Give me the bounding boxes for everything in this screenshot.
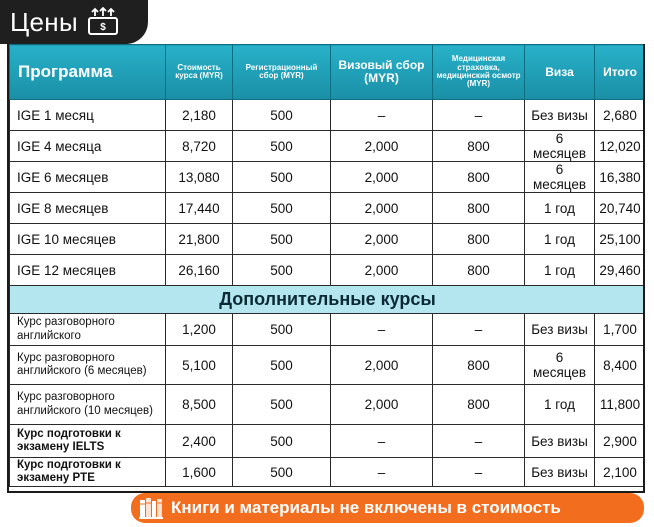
course-name: Курс разговорного английского (10 месяцев) <box>10 385 166 425</box>
visa-fee-cell: 2,000 <box>331 224 433 255</box>
course-name: Курс подготовки к экзамену PTE <box>10 458 166 487</box>
medical-cell: 800 <box>433 162 525 193</box>
medical-cell: 800 <box>433 346 525 385</box>
tuition-cell: 2,400 <box>166 425 233 458</box>
tuition-cell: 2,180 <box>166 100 233 131</box>
header-visa: Виза <box>525 45 595 100</box>
table-row <box>10 224 646 255</box>
visa-cell: 1 год <box>525 255 595 286</box>
table-row <box>10 314 646 346</box>
table-row <box>10 458 646 487</box>
registration-cell: 500 <box>233 255 331 286</box>
visa-cell: 1 год <box>525 385 595 425</box>
program-name: IGE 4 месяца <box>10 131 166 162</box>
program-name: IGE 6 месяцев <box>10 162 166 193</box>
registration-cell: 500 <box>233 162 331 193</box>
page-title: Цены <box>10 6 78 37</box>
program-name: IGE 8 месяцев <box>10 193 166 224</box>
registration-cell: 500 <box>233 224 331 255</box>
tuition-cell: 8,720 <box>166 131 233 162</box>
tuition-cell: 1,600 <box>166 458 233 487</box>
medical-cell: – <box>433 425 525 458</box>
total-cell: 1,700 <box>595 314 646 346</box>
total-cell: 2,900 <box>595 425 646 458</box>
total-cell: 20,740 <box>595 193 646 224</box>
visa-fee-cell: – <box>331 425 433 458</box>
visa-cell: Без визы <box>525 314 595 346</box>
program-name: IGE 12 месяцев <box>10 255 166 286</box>
table-header-row <box>10 45 646 100</box>
table-row <box>10 255 646 286</box>
medical-cell: – <box>433 314 525 346</box>
visa-fee-cell: 2,000 <box>331 385 433 425</box>
table-row <box>10 162 646 193</box>
course-name: Курс разговорного английского <box>10 314 166 346</box>
total-cell: 8,400 <box>595 346 646 385</box>
visa-cell: Без визы <box>525 458 595 487</box>
tuition-cell: 26,160 <box>166 255 233 286</box>
registration-cell: 500 <box>233 425 331 458</box>
registration-cell: 500 <box>233 458 331 487</box>
medical-cell: – <box>433 458 525 487</box>
total-cell: 2,680 <box>595 100 646 131</box>
visa-fee-cell: 2,000 <box>331 131 433 162</box>
visa-cell: 1 год <box>525 224 595 255</box>
footer-text: Книги и материалы не включены в стоимость <box>171 498 561 517</box>
visa-cell: 6 месяцев <box>525 162 595 193</box>
visa-fee-cell: 2,000 <box>331 162 433 193</box>
course-name: Курс разговорного английского (6 месяцев) <box>10 346 166 385</box>
title-tab <box>0 0 148 44</box>
medical-cell: 800 <box>433 131 525 162</box>
books-icon <box>139 497 163 519</box>
header-total: Итого <box>595 45 646 100</box>
svg-text:$: $ <box>100 22 106 33</box>
registration-cell: 500 <box>233 385 331 425</box>
table-row <box>10 385 646 425</box>
money-building-icon <box>86 7 120 37</box>
course-name: Курс подготовки к экзамену IELTS <box>10 425 166 458</box>
visa-cell: Без визы <box>525 425 595 458</box>
total-cell: 29,460 <box>595 255 646 286</box>
medical-cell: – <box>433 100 525 131</box>
visa-fee-cell: 2,000 <box>331 255 433 286</box>
total-cell: 16,380 <box>595 162 646 193</box>
table-row <box>10 346 646 385</box>
tuition-cell: 1,200 <box>166 314 233 346</box>
visa-fee-cell: 2,000 <box>331 193 433 224</box>
table-row <box>10 100 646 131</box>
registration-cell: 500 <box>233 131 331 162</box>
visa-cell: 1 год <box>525 193 595 224</box>
tuition-cell: 17,440 <box>166 193 233 224</box>
header-tuition: Стоимость курса (MYR) <box>166 45 233 100</box>
section-title: Дополнительные курсы <box>10 286 646 314</box>
registration-cell: 500 <box>233 100 331 131</box>
program-name: IGE 1 месяц <box>10 100 166 131</box>
visa-fee-cell: 2,000 <box>331 346 433 385</box>
table-row <box>10 131 646 162</box>
medical-cell: 800 <box>433 255 525 286</box>
registration-cell: 500 <box>233 314 331 346</box>
table-row <box>10 193 646 224</box>
visa-cell: 6 месяцев <box>525 131 595 162</box>
registration-cell: 500 <box>233 193 331 224</box>
visa-fee-cell: – <box>331 314 433 346</box>
registration-cell: 500 <box>233 346 331 385</box>
visa-cell: 6 месяцев <box>525 346 595 385</box>
section-header-row <box>10 286 646 314</box>
tuition-cell: 5,100 <box>166 346 233 385</box>
tuition-cell: 13,080 <box>166 162 233 193</box>
tuition-cell: 8,500 <box>166 385 233 425</box>
visa-fee-cell: – <box>331 100 433 131</box>
price-table <box>7 44 645 493</box>
header-program: Программа <box>10 45 166 100</box>
visa-cell: Без визы <box>525 100 595 131</box>
total-cell: 12,020 <box>595 131 646 162</box>
medical-cell: 800 <box>433 385 525 425</box>
visa-fee-cell: – <box>331 458 433 487</box>
tuition-cell: 21,800 <box>166 224 233 255</box>
total-cell: 11,800 <box>595 385 646 425</box>
header-registration: Регистрационный сбор (MYR) <box>233 45 331 100</box>
medical-cell: 800 <box>433 224 525 255</box>
footer-note <box>131 493 644 523</box>
header-visa-fee: Визовый сбор (MYR) <box>331 45 433 100</box>
table-row <box>10 425 646 458</box>
header-medical: Медицинская страховка, медицинский осмотр (MYR) <box>433 45 525 100</box>
program-name: IGE 10 месяцев <box>10 224 166 255</box>
total-cell: 2,100 <box>595 458 646 487</box>
medical-cell: 800 <box>433 193 525 224</box>
total-cell: 25,100 <box>595 224 646 255</box>
